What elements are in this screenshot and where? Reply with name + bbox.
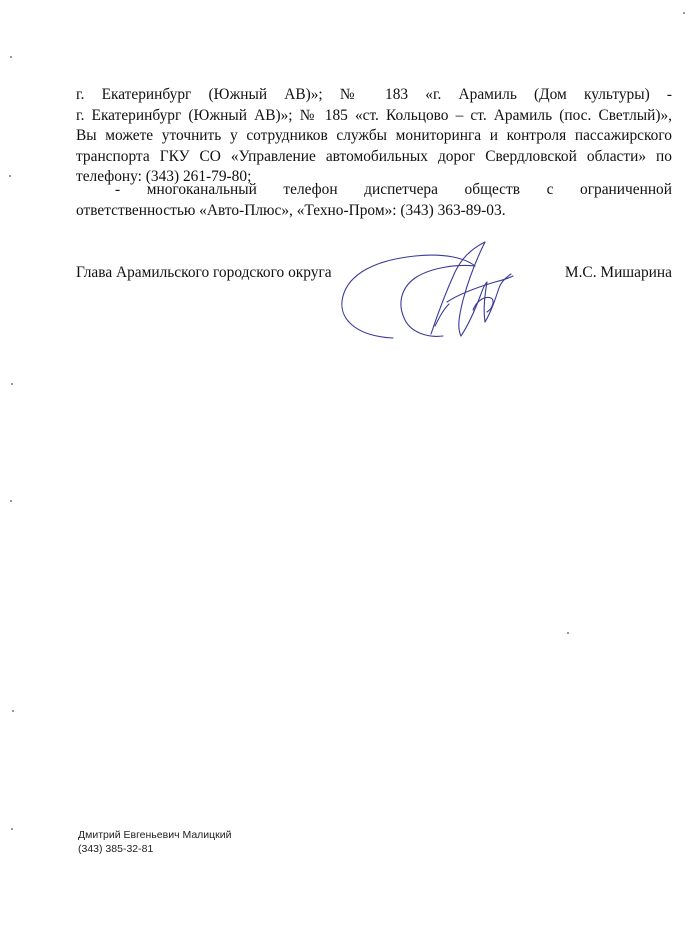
- scan-speck: [9, 175, 11, 177]
- paragraph-route-info: [76, 85, 672, 188]
- signature-stroke: [401, 266, 475, 337]
- scan-speck: [11, 383, 13, 385]
- executor-phone: (343) 385-32-81: [78, 843, 154, 855]
- text-line: транспорта ГКУ СО «Управление автомобильных дорог Свердловской области» по: [76, 147, 672, 165]
- signature-stroke: [473, 298, 493, 313]
- scan-speck: [10, 56, 12, 58]
- text-line: - многоканальный телефон диспетчера обществ с ограниченной: [115, 181, 672, 198]
- scan-speck: [683, 12, 685, 14]
- signer-position-title: Глава Арамильского городского округа: [76, 264, 332, 281]
- scan-speck: [10, 500, 12, 502]
- text-line: Вы можете уточнить у сотрудников службы мониторинга и контроля пассажирского: [76, 127, 672, 144]
- handwritten-signature: [335, 238, 515, 348]
- executor-name: Дмитрий Евгеньевич Малицкий: [78, 829, 232, 841]
- paragraph-dispatcher-phone: [76, 180, 672, 221]
- executor-block: [78, 828, 232, 856]
- scan-speck: [567, 632, 569, 634]
- scan-speck: [12, 710, 14, 712]
- signer-name: М.С. Мишарина: [564, 264, 672, 281]
- text-line: ответственностью «Авто-Плюс», «Техно-Пром»: (343) 363-89-03.: [76, 201, 506, 219]
- scan-speck: [11, 828, 13, 830]
- text-line: г. Екатеринбург (Южный АВ)»; № 185 «ст. Кольцово – ст. Арамиль (пос. Светлый)»,: [76, 106, 672, 124]
- text-line: г. Екатеринбург (Южный АВ)»; № 183 «г. Арамиль (Дом культуры) -: [76, 86, 672, 103]
- text-line: телефону: (343) 261-79-80;: [76, 168, 252, 185]
- signature-stroke: [459, 242, 485, 336]
